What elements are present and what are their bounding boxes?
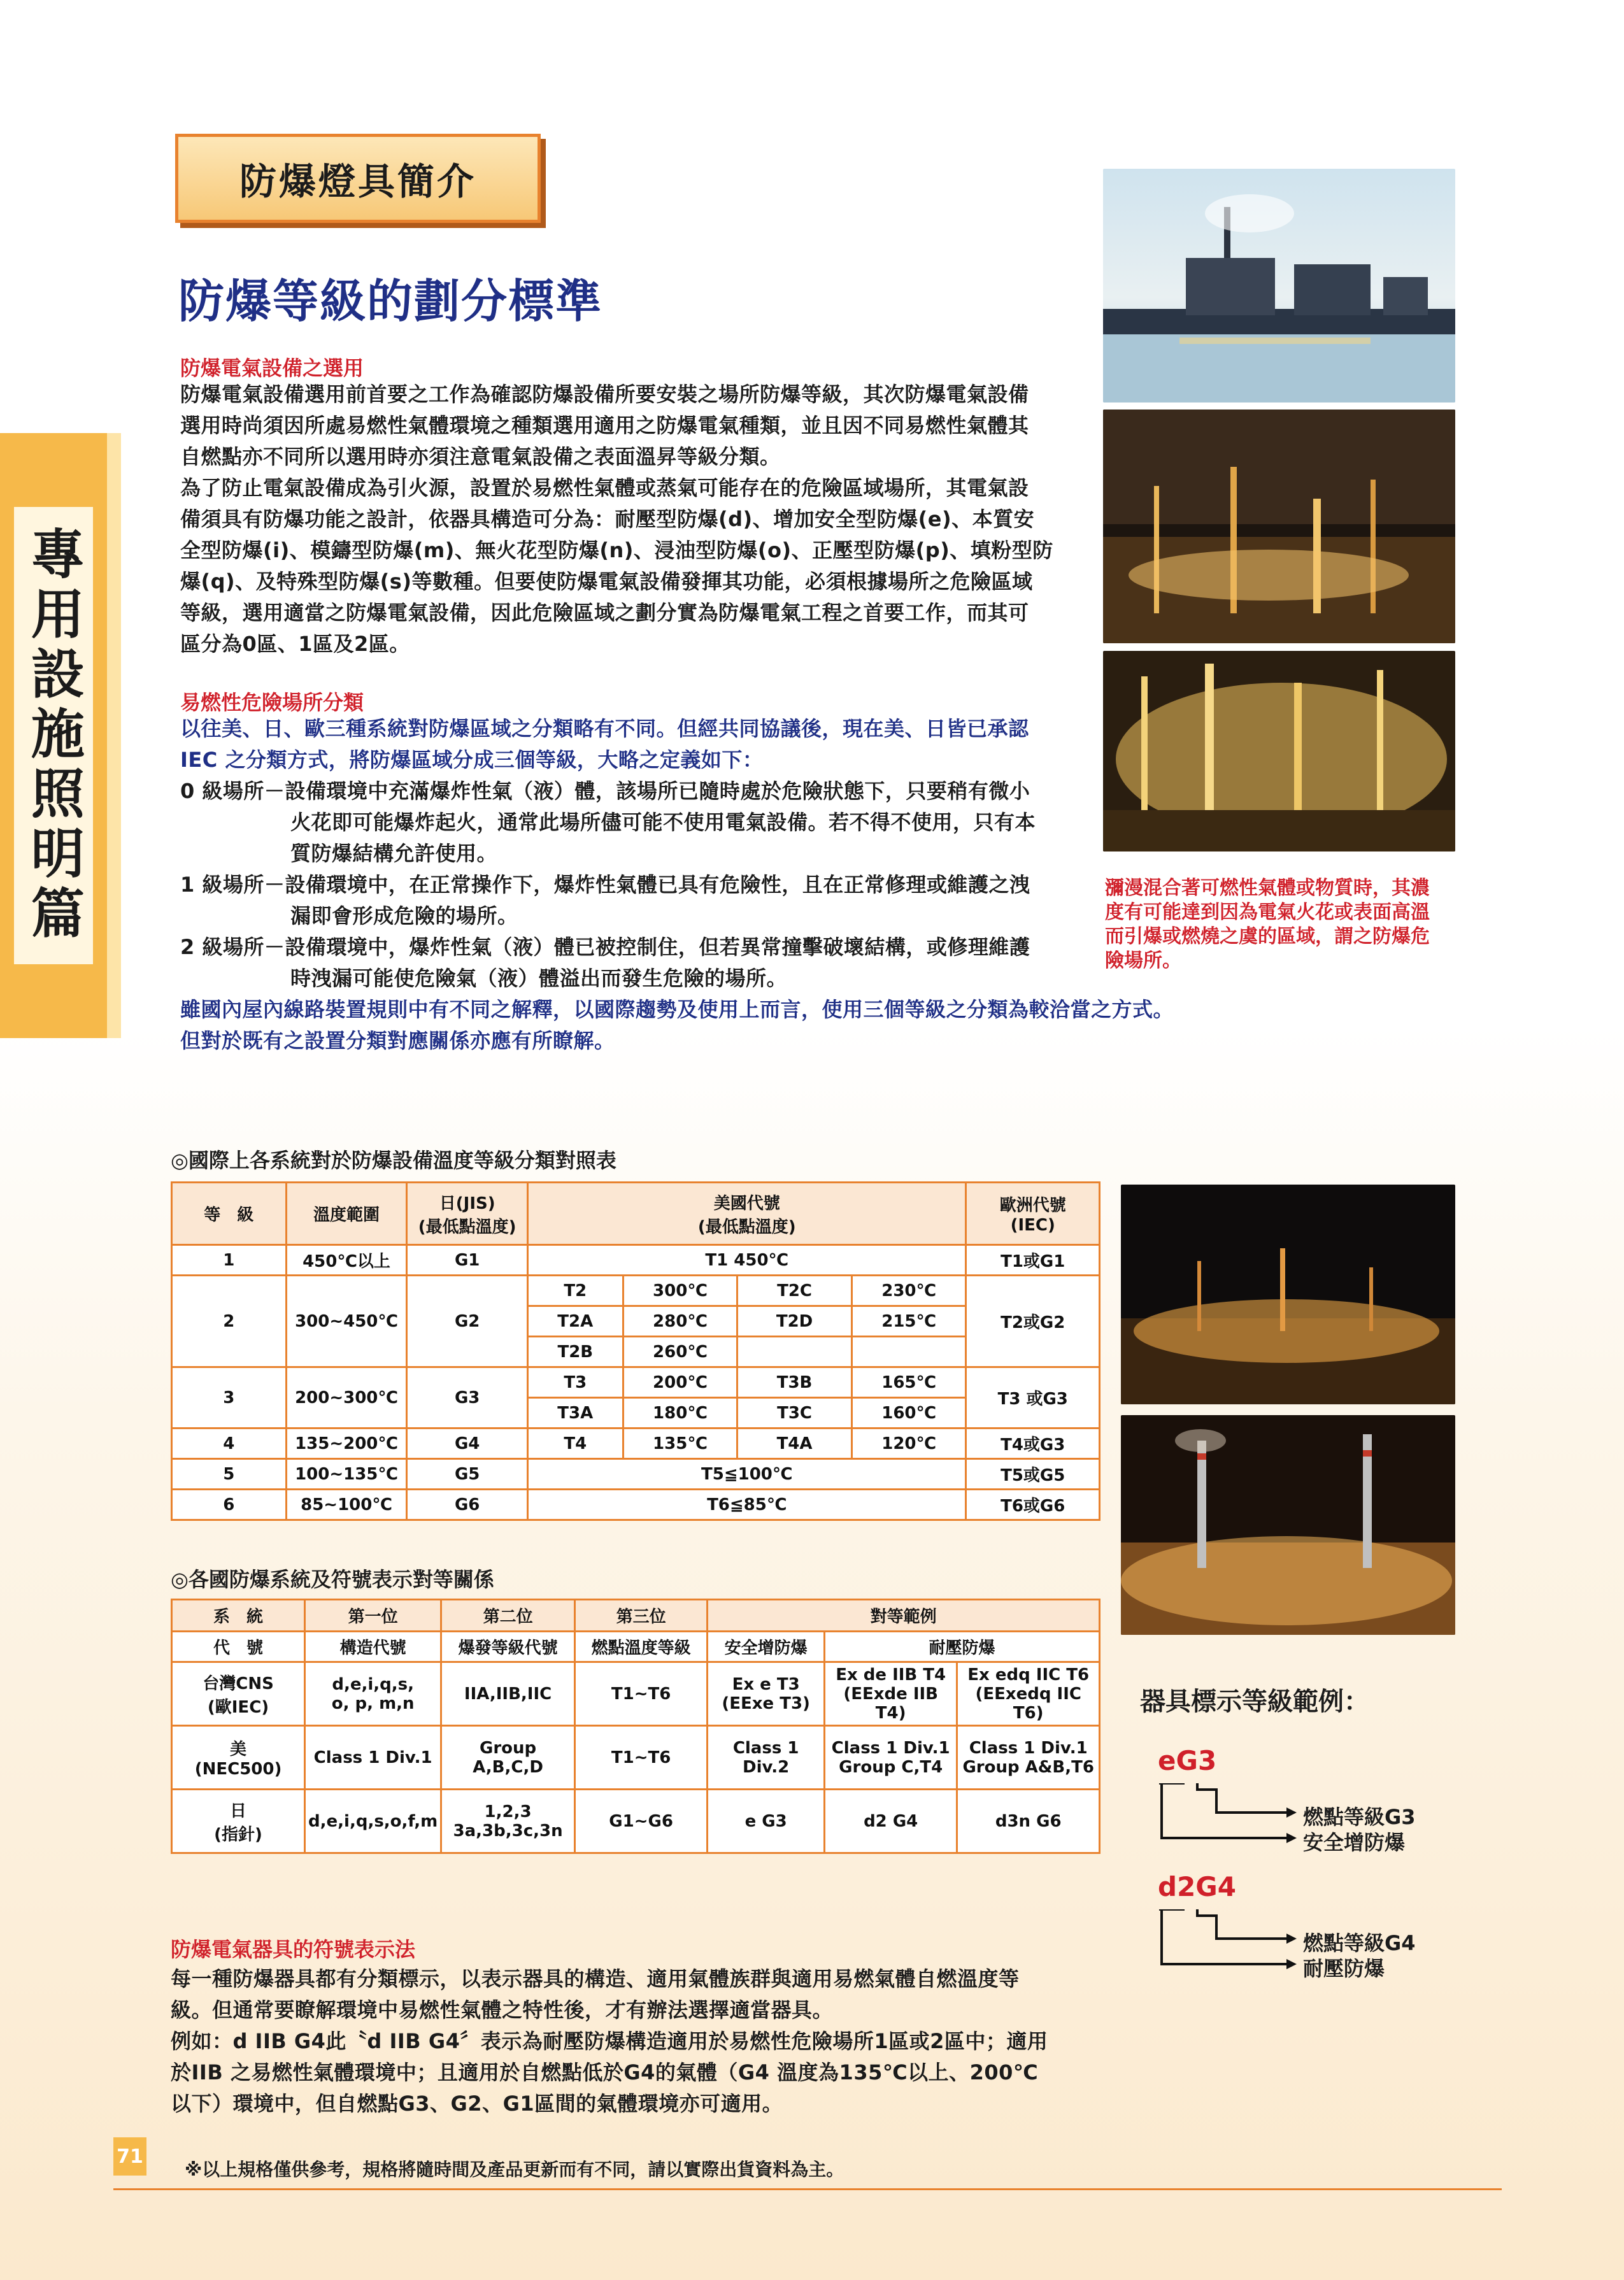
refinery-night-photo-3	[1121, 1185, 1455, 1404]
section-title: 防爆燈具簡介	[239, 160, 476, 203]
table-cell: T6或G6	[966, 1490, 1100, 1520]
table-cell: 260℃	[623, 1337, 737, 1367]
table-cell: T5≦100℃	[527, 1459, 966, 1490]
table-cell: 450℃以上	[286, 1245, 407, 1276]
section2-intro	[180, 713, 1110, 776]
example-d2g4-line1: 燃點等級G4	[1303, 1931, 1416, 1955]
marking-system-table	[171, 1599, 1100, 1854]
table-cell: Class 1 Div.2	[708, 1726, 825, 1790]
table-cell: d3n G6	[957, 1790, 1100, 1853]
table-cell: G1	[407, 1245, 528, 1276]
text-line: 區分為0區、1區及2區。	[180, 632, 410, 656]
header-jis: 日(JIS) (最低點溫度)	[407, 1183, 528, 1245]
refinery-chimney-photo	[1121, 1415, 1455, 1635]
header-range: 溫度範圍	[286, 1183, 407, 1245]
example-eg3-line2: 安全增防爆	[1303, 1830, 1406, 1855]
table-cell: 第一位	[305, 1600, 441, 1632]
table-row	[172, 1245, 1100, 1276]
table-cell: T1~T6	[574, 1726, 707, 1790]
table-cell: G3	[407, 1367, 528, 1429]
example-eg3-line1: 燃點等級G3	[1303, 1805, 1416, 1829]
table-cell: T3C	[737, 1398, 852, 1429]
table-row	[172, 1429, 1100, 1459]
section2-closing	[180, 994, 1276, 1057]
table-cell: G6	[407, 1490, 528, 1520]
side-tab-label: 專用設施照明篇	[14, 507, 93, 964]
table-cell: 美 (NEC500)	[172, 1726, 305, 1790]
table-cell: d,e,i,q,s, o, p, m,n	[305, 1662, 441, 1726]
table-cell: T2	[527, 1276, 623, 1306]
table-row	[172, 1490, 1100, 1520]
table-cell: 230℃	[851, 1276, 966, 1306]
text-line: 雖國內屋內線路裝置規則中有不同之解釋，以國際趨勢及使用上而言，使用三個等級之分類為較洽當之方式。	[180, 997, 1174, 1022]
table-cell: G1~G6	[574, 1790, 707, 1853]
table-cell: 3	[172, 1367, 287, 1429]
footer-divider	[113, 2188, 1502, 2190]
table-cell: 5	[172, 1459, 287, 1490]
note-line: 而引爆或燃燒之虞的區域，謂之防爆危	[1105, 925, 1430, 948]
text-line: 為了防止電氣設備成為引火源，設置於易燃性氣體或蒸氣可能存在的危險區域場所，其電氣設	[180, 476, 1029, 500]
table-cell: 100~135℃	[286, 1459, 407, 1490]
table-cell: T4或G3	[966, 1429, 1100, 1459]
text-line: 等級，選用適當之防爆電氣設備，因此危險區域之劃分實為防爆電氣工程之首要工作，而其可	[180, 601, 1029, 625]
table-cell: Ex edq IIC T6 (EExedq IIC T6)	[957, 1662, 1100, 1726]
side-category-tab	[0, 433, 121, 1038]
table-header-row	[172, 1183, 1100, 1245]
zone-0-line: 0 級場所－設備環境中充滿爆炸性氣（液）體，該場所已隨時處於危險狀態下，只要稍有微小	[180, 779, 1030, 803]
table-cell: 第二位	[441, 1600, 575, 1632]
table-cell: 爆發等級代號	[441, 1632, 575, 1662]
temperature-class-table	[171, 1181, 1100, 1521]
text-line: 級。但通常要瞭解環境中易燃性氣體之特性後，才有辦法選擇適當器具。	[171, 1998, 834, 2022]
table-cell: 日 (指針)	[172, 1790, 305, 1853]
text-line: 備須具有防爆功能之設計，依器具構造可分為：耐壓型防爆(d)、增加安全型防爆(e)、本質安	[180, 507, 1035, 531]
table-cell: 燃點溫度等級	[574, 1632, 707, 1662]
text-line: 自燃點亦不同所以選用時亦須注意電氣設備之表面溫昇等級分類。	[180, 445, 781, 469]
example-code-d2g4: d2G4	[1158, 1871, 1236, 1902]
note-line: 險場所。	[1105, 950, 1181, 972]
table-cell: T4A	[737, 1429, 852, 1459]
table-cell: 耐壓防爆	[824, 1632, 1099, 1662]
table-subheader-row	[172, 1632, 1100, 1662]
table-cell: Ex de IIB T4 (EExde IIB T4)	[824, 1662, 957, 1726]
header-grade: 等 級	[172, 1183, 287, 1245]
refinery-night-photo-1	[1103, 410, 1455, 643]
table-cell: T1~T6	[574, 1662, 707, 1726]
table-cell: 280℃	[623, 1306, 737, 1337]
note-line: 瀰漫混合著可燃性氣體或物質時，其濃	[1105, 877, 1430, 899]
example-d2g4-line2: 耐壓防爆	[1303, 1956, 1385, 1981]
zone-definitions	[180, 776, 1110, 994]
section1-heading: 防爆電氣設備之選用	[180, 356, 364, 380]
zone-0-line: 質防爆結構允許使用。	[290, 841, 498, 866]
zone-2-line: 時洩漏可能使危險氣（液）體溢出而發生危險的場所。	[290, 966, 788, 990]
table-cell: 300~450℃	[286, 1276, 407, 1367]
table-row	[172, 1276, 1100, 1306]
table-cell	[737, 1337, 852, 1367]
table-cell: 1	[172, 1245, 287, 1276]
text-line: 爆(q)、及特殊型防爆(s)等數種。但要使防爆電氣設備發揮其功能，必須根據場所之危險區域	[180, 569, 1033, 594]
table-cell: 台灣CNS (歐IEC)	[172, 1662, 305, 1726]
table-cell: T3	[527, 1367, 623, 1398]
text-line: 例如：d IIB G4此〝d IIB G4〞表示為耐壓防爆構造適用於易燃性危險場所1區或2區中；適用	[171, 2029, 1048, 2053]
table-cell: T5或G5	[966, 1459, 1100, 1490]
table-cell: T3B	[737, 1367, 852, 1398]
zone-1-line: 1 級場所－設備環境中，在正常操作下，爆炸性氣體已具有危險性，且在正常修理或維護之洩	[180, 873, 1030, 897]
section-title-badge	[175, 134, 541, 223]
table-cell: 135~200℃	[286, 1429, 407, 1459]
table2-title: ◎各國防爆系統及符號表示對等關係	[171, 1567, 494, 1592]
note-line: 度有可能達到因為電氣火花或表面高溫	[1105, 901, 1430, 923]
table-cell	[851, 1337, 966, 1367]
table-row	[172, 1726, 1100, 1790]
page-title: 防爆等級的劃分標準	[178, 274, 603, 328]
table-cell: T2C	[737, 1276, 852, 1306]
example-bracket-arrows	[1159, 1783, 1299, 1853]
table-header-row	[172, 1600, 1100, 1632]
table-cell: T3 或G3	[966, 1367, 1100, 1429]
table-cell: 120℃	[851, 1429, 966, 1459]
section2-heading: 易燃性危險場所分類	[180, 690, 364, 715]
hazard-definition-note	[1105, 876, 1462, 973]
table-row	[172, 1790, 1100, 1853]
table-cell: G2	[407, 1276, 528, 1367]
table-cell: 構造代號	[305, 1632, 441, 1662]
example-code-eg3: eG3	[1158, 1745, 1217, 1776]
section3-body	[171, 1963, 1113, 2120]
table-cell: Class 1 Div.1	[305, 1726, 441, 1790]
marking-examples-title: 器具標示等級範例：	[1140, 1687, 1369, 1716]
table-cell: 300℃	[623, 1276, 737, 1306]
table-cell: 180℃	[623, 1398, 737, 1429]
table-cell: 安全增防爆	[708, 1632, 825, 1662]
table-cell: 代 號	[172, 1632, 305, 1662]
text-line: IEC 之分類方式，將防爆區域分成三個等級，大略之定義如下：	[180, 748, 764, 772]
table-cell: d,e,i,q,s,o,f,m	[305, 1790, 441, 1853]
refinery-night-photo-2	[1103, 651, 1455, 851]
table-cell: G5	[407, 1459, 528, 1490]
table-cell: 4	[172, 1429, 287, 1459]
example-bracket-arrows	[1159, 1909, 1299, 1979]
text-line: 選用時尚須因所處易燃性氣體環境之種類選用適用之防爆電氣種類，並且因不同易燃性氣體其	[180, 413, 1029, 438]
table-cell: 第三位	[574, 1600, 707, 1632]
text-line: 於IIB 之易燃性氣體環境中；且適用於自燃點低於G4的氣體（G4 溫度為135℃以上、200℃	[171, 2060, 1039, 2084]
text-line: 每一種防爆器具都有分類標示，以表示器具的構造、適用氣體族群與適用易燃氣體自燃溫度等	[171, 1967, 1020, 1991]
table-cell: 1,2,3 3a,3b,3c,3n	[441, 1790, 575, 1853]
table-cell: T1或G1	[966, 1245, 1100, 1276]
table-cell: e G3	[708, 1790, 825, 1853]
text-line: 全型防爆(i)、模鑄型防爆(m)、無火花型防爆(n)、浸油型防爆(o)、正壓型防爆(p)、填粉型防	[180, 538, 1053, 562]
table1-title: ◎國際上各系統對於防爆設備溫度等級分類對照表	[171, 1148, 616, 1172]
table-cell: d2 G4	[824, 1790, 957, 1853]
text-line: 但對於既有之設置分類對應關係亦應有所瞭解。	[180, 1029, 615, 1053]
table-row	[172, 1367, 1100, 1398]
table-cell: 對等範例	[708, 1600, 1100, 1632]
header-eu: 歐洲代號 (IEC)	[966, 1183, 1100, 1245]
table-cell: 135℃	[623, 1429, 737, 1459]
table-cell: 系 統	[172, 1600, 305, 1632]
table-cell: T1 450℃	[527, 1245, 966, 1276]
table-cell: T4	[527, 1429, 623, 1459]
table-cell: T2或G2	[966, 1276, 1100, 1367]
table-cell: T2B	[527, 1337, 623, 1367]
table-cell: Ex e T3 (EExe T3)	[708, 1662, 825, 1726]
table-cell: 160℃	[851, 1398, 966, 1429]
header-us: 美國代號 (最低點溫度)	[527, 1183, 966, 1245]
text-line: 以下）環境中，但自燃點G3、G2、G1區間的氣體環境亦可適用。	[171, 2091, 783, 2116]
table-cell: 215℃	[851, 1306, 966, 1337]
table-cell: 2	[172, 1276, 287, 1367]
table-cell: Class 1 Div.1 Group A&B,T6	[957, 1726, 1100, 1790]
text-line: 以往美、日、歐三種系統對防爆區域之分類略有不同。但經共同協議後，現在美、日皆已承認	[180, 716, 1029, 741]
section1-body	[180, 379, 1110, 660]
table-row	[172, 1459, 1100, 1490]
table-cell: 200℃	[623, 1367, 737, 1398]
zone-0-line: 火花即可能爆炸起火，通常此場所儘可能不使用電氣設備。若不得不使用，只有本	[290, 810, 1036, 834]
table-cell: Group A,B,C,D	[441, 1726, 575, 1790]
table-cell: G4	[407, 1429, 528, 1459]
zone-1-line: 漏即會形成危險的場所。	[290, 904, 518, 928]
zone-2-line: 2 級場所－設備環境中，爆炸性氣（液）體已被控制住，但若異常撞擊破壞結構，或修理維護	[180, 935, 1030, 959]
table-cell: T3A	[527, 1398, 623, 1429]
table-cell: Class 1 Div.1 Group C,T4	[824, 1726, 957, 1790]
table-cell: 6	[172, 1490, 287, 1520]
table-cell: IIA,IIB,IIC	[441, 1662, 575, 1726]
power-plant-day-photo	[1103, 169, 1455, 403]
table-cell: T2A	[527, 1306, 623, 1337]
page-number: 71	[113, 2137, 146, 2176]
table-cell: T2D	[737, 1306, 852, 1337]
table-cell: T6≦85℃	[527, 1490, 966, 1520]
section3-heading: 防爆電氣器具的符號表示法	[171, 1937, 416, 1962]
table-cell: 85~100℃	[286, 1490, 407, 1520]
table-cell: 200~300℃	[286, 1367, 407, 1429]
table-cell: 165℃	[851, 1367, 966, 1398]
footnote: ※以上規格僅供參考，規格將隨時間及產品更新而有不同，請以實際出貨資料為主。	[185, 2159, 844, 2180]
text-line: 防爆電氣設備選用前首要之工作為確認防爆設備所要安裝之場所防爆等級，其次防爆電氣設備	[180, 382, 1029, 406]
table-row	[172, 1662, 1100, 1726]
